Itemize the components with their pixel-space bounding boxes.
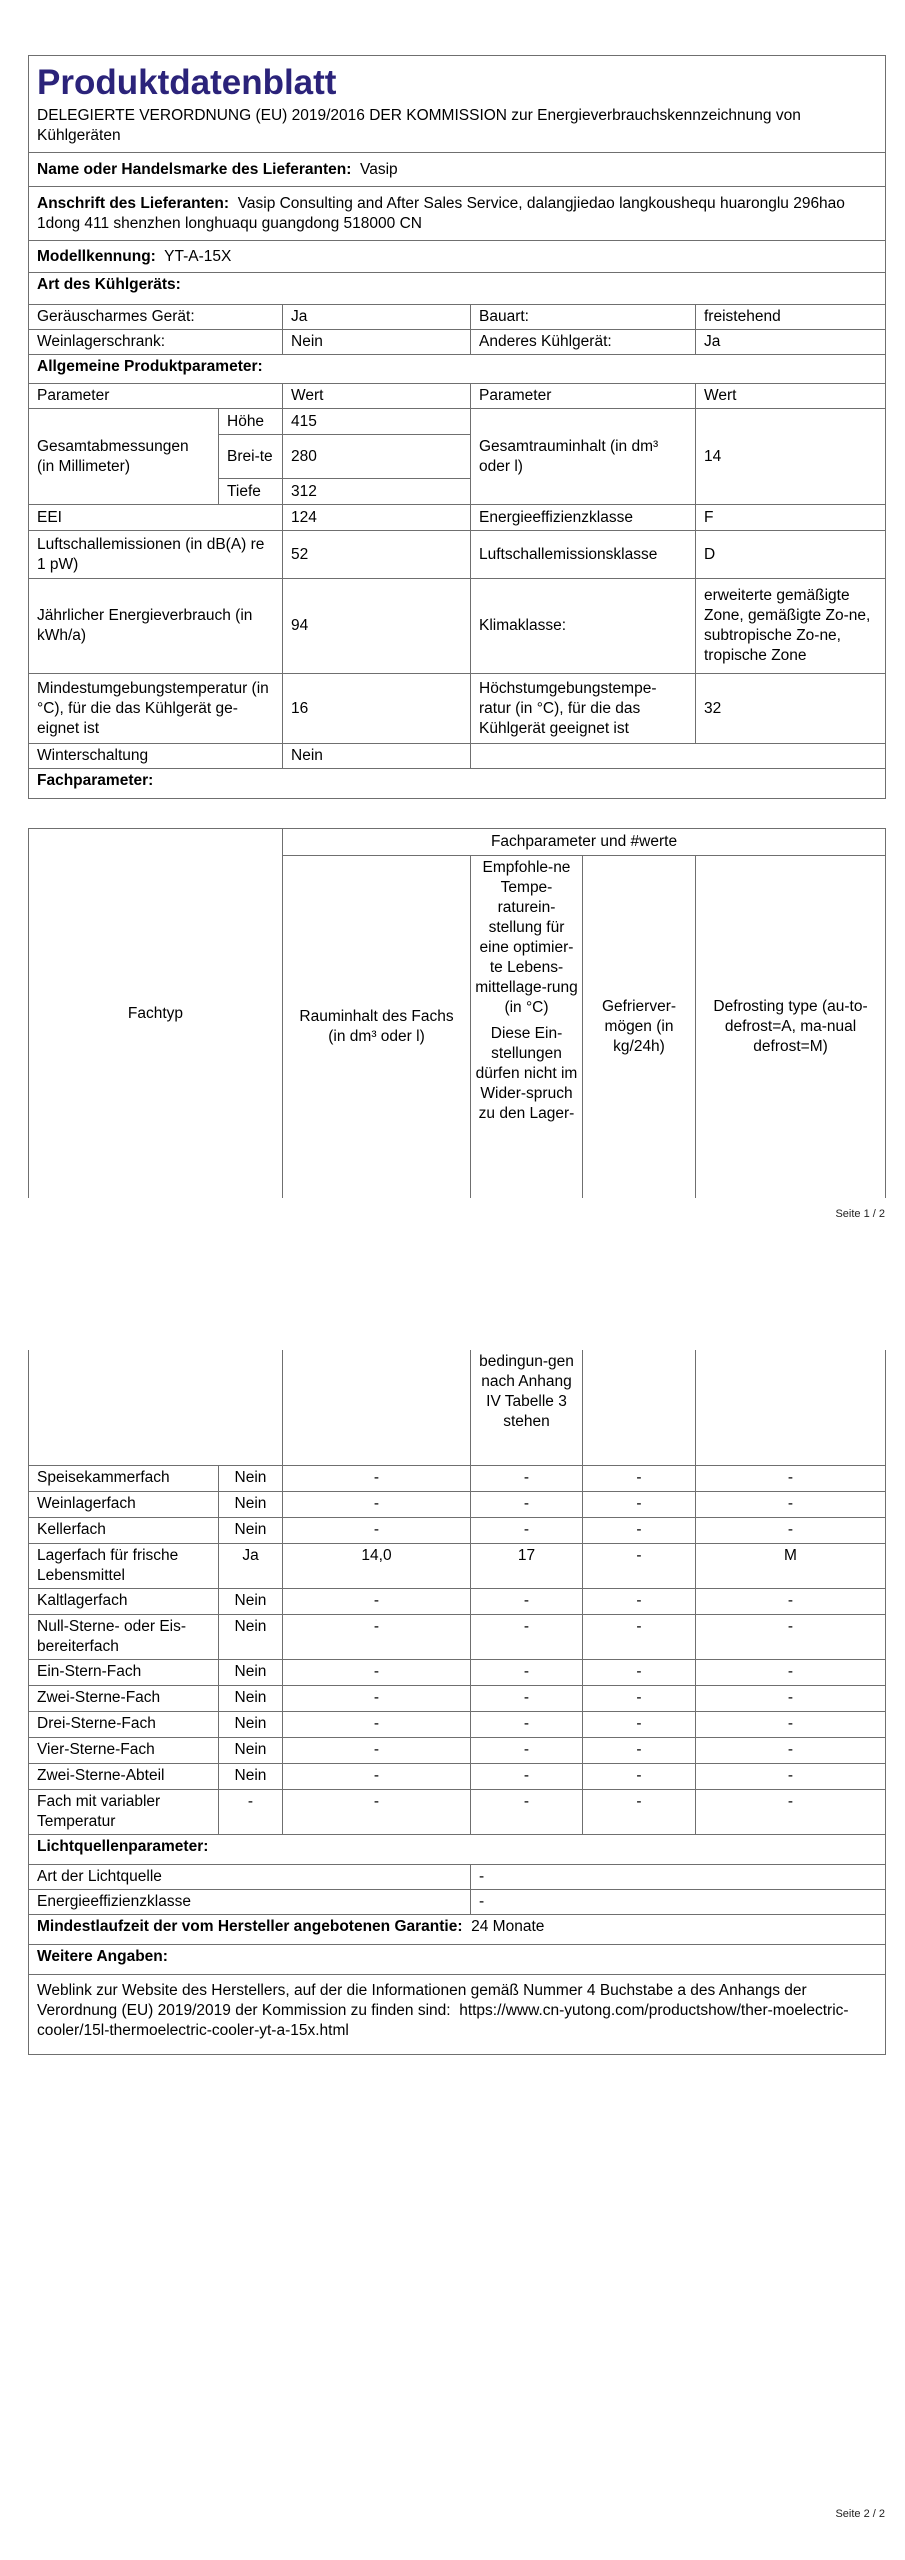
- compartment-temperature: -: [471, 1588, 583, 1614]
- compartment-defrost-type: -: [696, 1465, 886, 1491]
- supplier-name-label: Name oder Handelsmarke des Lieferanten:: [37, 160, 352, 178]
- compartment-row: [29, 1685, 886, 1711]
- manufacturer-weblink[interactable]: https://www.cn-yutong.com/productshow/ther-moelectric-cooler/15l-thermoelectric-cooler-yt-a-15x.html: [37, 2001, 849, 2039]
- design-label: Bauart:: [471, 305, 696, 330]
- type-header: Fachtyp: [29, 829, 283, 1199]
- compartment-volume: -: [283, 1659, 471, 1685]
- defrost-header: Defrosting type (au-to-defrost=A, ma-nual defrost=M): [696, 856, 886, 1199]
- compartment-freezing-capacity: -: [583, 1588, 696, 1614]
- dimensions-row-height: [29, 409, 886, 435]
- min-temp-value: 16: [283, 674, 471, 744]
- device-type-heading: Art des Kühlgeräts:: [29, 273, 886, 305]
- compartment-freezing-capacity: -: [583, 1517, 696, 1543]
- compartment-temperature: -: [471, 1659, 583, 1685]
- compartment-present: Nein: [219, 1491, 283, 1517]
- dimensions-label: Gesamtabmessungen (in Millimeter): [29, 409, 219, 505]
- annual-energy-row: [29, 579, 886, 674]
- compartment-row: [29, 1789, 886, 1834]
- winter-value: Nein: [283, 744, 471, 769]
- other-value: Ja: [696, 330, 886, 355]
- temp-header-part-2: Diese Ein-stellungen dürfen nicht im Wider-spruch zu den Lager-: [475, 1025, 578, 1122]
- compartment-freezing-capacity: -: [583, 1789, 696, 1834]
- ambient-temp-row: [29, 674, 886, 744]
- compartment-name: Fach mit variabler Temperatur: [29, 1789, 219, 1834]
- compartment-present: Nein: [219, 1465, 283, 1491]
- compartment-name: Zwei-Sterne-Fach: [29, 1685, 219, 1711]
- energy-class-value: F: [696, 505, 886, 531]
- param-header-1: Parameter: [29, 384, 283, 409]
- compartment-freezing-capacity: -: [583, 1737, 696, 1763]
- height-label: Höhe: [219, 409, 283, 435]
- compartment-temperature: -: [471, 1491, 583, 1517]
- width-value: 280: [283, 435, 471, 479]
- supplier-address-value: Vasip Consulting and After Sales Service, dalangjiedao langkoushequ huaronglu 296hao 1dong 411 shenzhen longhuaqu guangdong 518000 CN: [37, 194, 845, 232]
- max-temp-value: 32: [696, 674, 886, 744]
- eei-label: EEI: [29, 505, 283, 531]
- compartment-row: [29, 1517, 886, 1543]
- compartment-defrost-type: -: [696, 1711, 886, 1737]
- low-noise-label: Geräuscharmes Gerät:: [29, 305, 283, 330]
- compartment-freezing-capacity: -: [583, 1465, 696, 1491]
- model-label: Modellkennung:: [37, 247, 156, 265]
- compartment-header-table: [28, 828, 886, 1198]
- compartment-volume: -: [283, 1588, 471, 1614]
- wine-value: Nein: [283, 330, 471, 355]
- light-class-row: [29, 1889, 886, 1914]
- light-type-label: Art der Lichtquelle: [29, 1864, 471, 1889]
- light-class-label: Energieeffizienzklasse: [29, 1889, 471, 1914]
- compartments-heading-row: [29, 769, 886, 799]
- compartment-rows: [29, 1465, 886, 1834]
- other-label: Anderes Kühlgerät:: [471, 330, 696, 355]
- compartment-freezing-capacity: -: [583, 1685, 696, 1711]
- light-type-value: -: [471, 1864, 886, 1889]
- device-type-row-2: [29, 330, 886, 355]
- winter-label: Winterschaltung: [29, 744, 283, 769]
- page-1-footer: Seite 1 / 2: [835, 1208, 885, 1220]
- noise-class-label: Luftschallemissionsklasse: [471, 531, 696, 579]
- compartment-volume: -: [283, 1491, 471, 1517]
- height-value: 415: [283, 409, 471, 435]
- device-type-heading-row: [29, 273, 886, 305]
- param-header-2: Parameter: [471, 384, 696, 409]
- general-header-row: [29, 384, 886, 409]
- compartment-temperature: -: [471, 1789, 583, 1834]
- climate-label: Klimaklasse:: [471, 579, 696, 674]
- compartment-name: Kellerfach: [29, 1517, 219, 1543]
- compartment-temperature: -: [471, 1711, 583, 1737]
- compartment-defrost-type: -: [696, 1737, 886, 1763]
- width-label: Brei-te: [219, 435, 283, 479]
- compartment-name: Kaltlagerfach: [29, 1588, 219, 1614]
- energy-class-label: Energieeffizienzklasse: [471, 505, 696, 531]
- compartment-present: Nein: [219, 1517, 283, 1543]
- light-heading-row: [29, 1834, 886, 1864]
- compartment-freezing-capacity: -: [583, 1763, 696, 1789]
- compartment-name: Speisekammerfach: [29, 1465, 219, 1491]
- volume-header: Rauminhalt des Fachs (in dm³ oder l): [283, 856, 471, 1199]
- regulation-text: DELEGIERTE VERORDNUNG (EU) 2019/2016 DER KOMMISSION zur Energieverbrauchskennzeichnung von Kühlgeräten: [37, 107, 801, 144]
- winter-empty-cell: [471, 744, 886, 769]
- compartment-volume: 14,0: [283, 1543, 471, 1588]
- supplier-name-value: Vasip: [360, 160, 398, 178]
- design-value: freistehend: [696, 305, 886, 330]
- noise-row: [29, 531, 886, 579]
- compartment-row: [29, 1763, 886, 1789]
- value-header-1: Wert: [283, 384, 471, 409]
- noise-label: Luftschallemissionen (in dB(A) re 1 pW): [29, 531, 283, 579]
- model-value: YT-A-15X: [164, 247, 232, 265]
- compartment-volume: -: [283, 1614, 471, 1659]
- compartment-row: [29, 1614, 886, 1659]
- temp-header-part-3: bedingun-gen nach Anhang IV Tabelle 3 stehen: [471, 1350, 583, 1465]
- compartment-name: Null-Sterne- oder Eis-bereiterfach: [29, 1614, 219, 1659]
- depth-value: 312: [283, 479, 471, 505]
- device-type-row-1: [29, 305, 886, 330]
- compartment-name: Ein-Stern-Fach: [29, 1659, 219, 1685]
- temp-header-part-1: Empfohle-ne Tempe-raturein-stellung für eine optimier-te Lebens-mittellage-rung (in °C): [475, 859, 578, 1016]
- compartment-table: [28, 1350, 886, 2055]
- compartment-row: [29, 1465, 886, 1491]
- compartment-defrost-type: -: [696, 1491, 886, 1517]
- compartment-freezing-capacity: -: [583, 1711, 696, 1737]
- further-heading-row: [29, 1944, 886, 1974]
- volume-value: 14: [696, 409, 886, 505]
- further-info-row: [29, 1974, 886, 2054]
- compartment-present: Nein: [219, 1659, 283, 1685]
- general-heading-row: [29, 355, 886, 384]
- compartment-name: Vier-Sterne-Fach: [29, 1737, 219, 1763]
- further-heading: Weitere Angaben:: [29, 1944, 886, 1974]
- compartment-present: -: [219, 1789, 283, 1834]
- compartment-volume: -: [283, 1737, 471, 1763]
- compartment-present: Ja: [219, 1543, 283, 1588]
- volume-label: Gesamtrauminhalt (in dm³ oder l): [471, 409, 696, 505]
- warranty-row: [29, 1914, 886, 1944]
- compartment-volume: -: [283, 1517, 471, 1543]
- compartment-row: [29, 1659, 886, 1685]
- eei-row: [29, 505, 886, 531]
- page-title: Produktdatenblatt: [37, 63, 337, 102]
- annual-value: 94: [283, 579, 471, 674]
- compartment-present: Nein: [219, 1737, 283, 1763]
- group-header: Fachparameter und #werte: [283, 829, 886, 856]
- compartment-defrost-type: -: [696, 1659, 886, 1685]
- temp-header: [471, 856, 583, 1199]
- depth-label: Tiefe: [219, 479, 283, 505]
- winter-row: [29, 744, 886, 769]
- noise-class-value: D: [696, 531, 886, 579]
- compartment-freezing-capacity: -: [583, 1491, 696, 1517]
- compartment-header-continuation: [29, 1350, 886, 1465]
- datasheet-table-page-1: [28, 55, 886, 799]
- compartment-row: [29, 1491, 886, 1517]
- warranty-label: Mindestlaufzeit der vom Hersteller angebotenen Garantie:: [37, 1917, 463, 1935]
- supplier-address-label: Anschrift des Lieferanten:: [37, 194, 230, 212]
- warranty-value: 24 Monate: [471, 1917, 545, 1935]
- compartment-row: [29, 1737, 886, 1763]
- annual-label: Jährlicher Energieverbrauch (in kWh/a): [29, 579, 283, 674]
- climate-value: erweiterte gemäßigte Zone, gemäßigte Zo-ne, subtropische Zo-ne, tropische Zone: [696, 579, 886, 674]
- model-row: [29, 241, 886, 273]
- wine-label: Weinlagerschrank:: [29, 330, 283, 355]
- compartment-name: Weinlagerfach: [29, 1491, 219, 1517]
- max-temp-label: Höchstumgebungstempe-ratur (in °C), für die das Kühlgerät geeignet ist: [471, 674, 696, 744]
- compartment-name: Drei-Sterne-Fach: [29, 1711, 219, 1737]
- compartment-temperature: 17: [471, 1543, 583, 1588]
- compartment-volume: -: [283, 1763, 471, 1789]
- compartment-volume: -: [283, 1465, 471, 1491]
- compartment-freezing-capacity: -: [583, 1659, 696, 1685]
- page-2: [0, 1240, 905, 2560]
- compartment-name: Lagerfach für frische Lebensmittel: [29, 1543, 219, 1588]
- title-row: [29, 56, 886, 153]
- light-class-value: -: [471, 1889, 886, 1914]
- compartment-temperature: -: [471, 1465, 583, 1491]
- low-noise-value: Ja: [283, 305, 471, 330]
- compartment-defrost-type: M: [696, 1543, 886, 1588]
- page-2-footer: Seite 2 / 2: [835, 2508, 885, 2520]
- compartment-defrost-type: -: [696, 1517, 886, 1543]
- compartment-defrost-type: -: [696, 1614, 886, 1659]
- compartments-heading: Fachparameter:: [29, 769, 886, 799]
- compartment-present: Nein: [219, 1711, 283, 1737]
- compartment-present: Nein: [219, 1588, 283, 1614]
- compartment-temperature: -: [471, 1763, 583, 1789]
- supplier-address-row: [29, 187, 886, 241]
- min-temp-label: Mindestumgebungstemperatur (in °C), für die das Kühlgerät ge-eignet ist: [29, 674, 283, 744]
- page-1: [0, 0, 905, 1240]
- compartment-present: Nein: [219, 1763, 283, 1789]
- compartment-present: Nein: [219, 1685, 283, 1711]
- compartment-freezing-capacity: -: [583, 1543, 696, 1588]
- compartment-present: Nein: [219, 1614, 283, 1659]
- compartment-row: [29, 1543, 886, 1588]
- compartment-volume: -: [283, 1789, 471, 1834]
- light-type-row: [29, 1864, 886, 1889]
- compartment-temperature: -: [471, 1614, 583, 1659]
- compartment-volume: -: [283, 1711, 471, 1737]
- compartment-defrost-type: -: [696, 1685, 886, 1711]
- compartment-defrost-type: -: [696, 1763, 886, 1789]
- compartment-temperature: -: [471, 1737, 583, 1763]
- general-heading: Allgemeine Produktparameter:: [29, 355, 886, 384]
- compartment-volume: -: [283, 1685, 471, 1711]
- compartment-defrost-type: -: [696, 1588, 886, 1614]
- compartment-temperature: -: [471, 1517, 583, 1543]
- further-text: Weblink zur Website des Herstellers, auf der die Informationen gemäß Nummer 4 Buchstabe a des Anhangs der Verordnung (EU) 2019/2019 der Kommission zu finden sind:: [37, 1981, 807, 2019]
- compartment-name: Zwei-Sterne-Abteil: [29, 1763, 219, 1789]
- compartment-row: [29, 1711, 886, 1737]
- eei-value: 124: [283, 505, 471, 531]
- compartment-temperature: -: [471, 1685, 583, 1711]
- compartment-defrost-type: -: [696, 1789, 886, 1834]
- compartment-row: [29, 1588, 886, 1614]
- freeze-header: Gefrierver-mögen (in kg/24h): [583, 856, 696, 1199]
- value-header-2: Wert: [696, 384, 886, 409]
- compartment-freezing-capacity: -: [583, 1614, 696, 1659]
- light-heading: Lichtquellenparameter:: [29, 1834, 886, 1864]
- noise-value: 52: [283, 531, 471, 579]
- supplier-name-row: [29, 153, 886, 187]
